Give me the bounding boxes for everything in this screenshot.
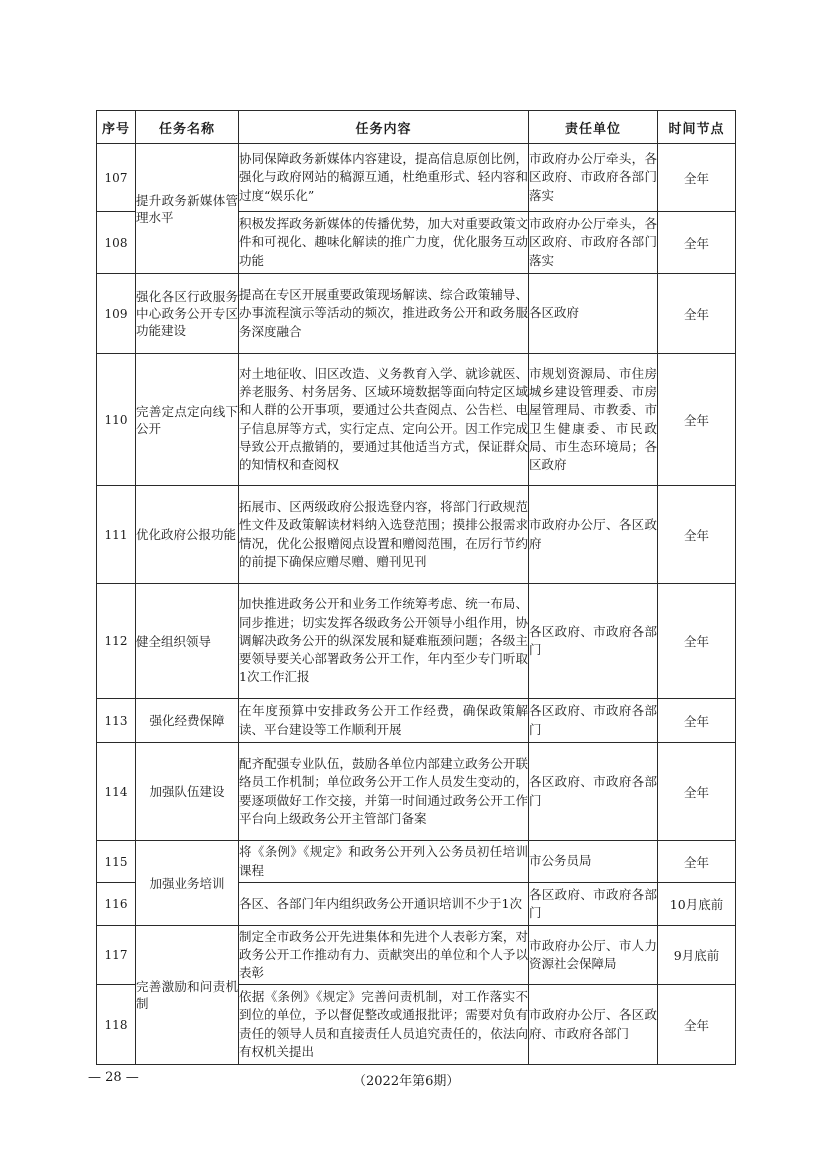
- row-task-content: 拓展市、区两级政府公报选登内容，将部门行政规范性文件及政策解读材料纳入选登范围；摸排公报需求情况，优化公报赠阅点设置和赠阅范围，在厉行节约的前提下确保应赠尽赠、赠刊见刊: [239, 486, 529, 584]
- row-task-name: 完善定点定向线下公开: [136, 354, 239, 486]
- row-time-node: 全年: [658, 985, 736, 1065]
- row-serial: 112: [97, 584, 136, 699]
- row-serial: 116: [97, 883, 136, 926]
- row-task-name: 优化政府公报功能: [136, 486, 239, 584]
- row-responsible-unit: 各区政府、市政府各部门: [529, 883, 658, 926]
- row-responsible-unit: 各区政府、市政府各部门: [529, 584, 658, 699]
- table-row: [97, 699, 736, 743]
- row-time-node: 9月底前: [658, 926, 736, 985]
- row-task-content: 加快推进政务公开和业务工作统筹考虑、统一布局、同步推进；切实发挥各级政务公开领导小组作用，协调解决政务公开的纵深发展和疑难瓶颈问题；各级主要领导要关心部署政务公开工作，年内至少专门听取1次工作汇报: [239, 584, 529, 699]
- row-time-node: 全年: [658, 841, 736, 883]
- row-time-node: 全年: [658, 486, 736, 584]
- row-task-content: 对土地征收、旧区改造、义务教育入学、就诊就医、养老服务、村务居务、区域环境数据等面向特定区域和人群的公开事项，要通过公共查阅点、公告栏、电子信息屏等方式，实行定点、定向公开。因工作完成导致公开点撤销的，要通过其他适当方式，保证群众的知情权和查阅权: [239, 354, 529, 486]
- row-responsible-unit: 各区政府: [529, 274, 658, 354]
- row-responsible-unit: 市政府办公厅、各区政府、市政府各部门: [529, 985, 658, 1065]
- row-time-node: 全年: [658, 144, 736, 212]
- row-responsible-unit: 市政府办公厅、各区政府: [529, 486, 658, 584]
- row-serial: 108: [97, 212, 136, 274]
- row-task-content: 将《条例》《规定》和政务公开列入公务员初任培训课程: [239, 841, 529, 883]
- row-task-name: 强化各区行政服务中心政务公开专区功能建设: [136, 274, 239, 354]
- row-time-node: 全年: [658, 699, 736, 743]
- page-number: — 28 —: [88, 1070, 139, 1085]
- row-serial: 115: [97, 841, 136, 883]
- row-responsible-unit: 市政府办公厅牵头，各区政府、市政府各部门落实: [529, 212, 658, 274]
- task-table: [96, 110, 736, 1065]
- table-row: [97, 274, 736, 354]
- row-time-node: 10月底前: [658, 883, 736, 926]
- issue-label: （2022年第6期）: [353, 1074, 460, 1089]
- row-responsible-unit: 各区政府、市政府各部门: [529, 699, 658, 743]
- table-row: [97, 486, 736, 584]
- row-task-name: 健全组织领导: [136, 584, 239, 699]
- header-time-node: 时间节点: [658, 111, 736, 144]
- table-header-row: [97, 111, 736, 144]
- row-responsible-unit: 市公务员局: [529, 841, 658, 883]
- header-serial: 序号: [97, 111, 136, 144]
- row-task-name: 强化经费保障: [136, 699, 239, 743]
- row-serial: 113: [97, 699, 136, 743]
- row-time-node: 全年: [658, 212, 736, 274]
- row-responsible-unit: 各区政府、市政府各部门: [529, 743, 658, 841]
- row-task-name: 加强队伍建设: [136, 743, 239, 841]
- row-serial: 109: [97, 274, 136, 354]
- row-task-content: 制定全市政务公开先进集体和先进个人表彰方案，对政务公开工作推动有力、贡献突出的单位和个人予以表彰: [239, 926, 529, 985]
- row-task-name: 完善激励和问责机制: [136, 926, 239, 1065]
- row-serial: 117: [97, 926, 136, 985]
- row-time-node: 全年: [658, 584, 736, 699]
- table-row: [97, 584, 736, 699]
- row-task-content: 协同保障政务新媒体内容建设，提高信息原创比例，强化与政府网站的稿源互通，杜绝重形式、轻内容和过度“娱乐化”: [239, 144, 529, 212]
- header-task-content: 任务内容: [239, 111, 529, 144]
- row-task-content: 依据《条例》《规定》完善问责机制，对工作落实不到位的单位，予以督促整改或通报批评；需要对负有责任的领导人员和直接责任人员追究责任的，依法向有权机关提出: [239, 985, 529, 1065]
- row-time-node: 全年: [658, 743, 736, 841]
- row-task-content: 配齐配强专业队伍，鼓励各单位内部建立政务公开联络员工作机制；单位政务公开工作人员发生变动的，要逐项做好工作交接，并第一时间通过政务公开工作平台向上级政务公开主管部门备案: [239, 743, 529, 841]
- table-row: [97, 926, 736, 985]
- table-row: [97, 743, 736, 841]
- header-responsible-unit: 责任单位: [529, 111, 658, 144]
- row-time-node: 全年: [658, 354, 736, 486]
- row-responsible-unit: 市规划资源局、市住房城乡建设管理委、市房屋管理局、市教委、市卫生健康委、市民政局、市生态环境局；各区政府: [529, 354, 658, 486]
- row-serial: 107: [97, 144, 136, 212]
- row-task-name: 加强业务培训: [136, 841, 239, 926]
- table-row: [97, 144, 736, 212]
- table-row: [97, 841, 736, 883]
- row-serial: 118: [97, 985, 136, 1065]
- row-task-content: 提高在专区开展重要政策现场解读、综合政策辅导、办事流程演示等活动的频次，推进政务公开和政务服务深度融合: [239, 274, 529, 354]
- row-serial: 111: [97, 486, 136, 584]
- row-serial: 110: [97, 354, 136, 486]
- row-task-content: 积极发挥政务新媒体的传播优势，加大对重要政策文件和可视化、趣味化解读的推广力度，优化服务互动功能: [239, 212, 529, 274]
- row-responsible-unit: 市政府办公厅牵头，各区政府、市政府各部门落实: [529, 144, 658, 212]
- header-task-name: 任务名称: [136, 111, 239, 144]
- row-responsible-unit: 市政府办公厅、市人力资源社会保障局: [529, 926, 658, 985]
- row-time-node: 全年: [658, 274, 736, 354]
- row-task-content: 在年度预算中安排政务公开工作经费，确保政策解读、平台建设等工作顺利开展: [239, 699, 529, 743]
- row-task-name: 提升政务新媒体管理水平: [136, 144, 239, 274]
- row-task-content: 各区、各部门年内组织政务公开通识培训不少于1次: [239, 883, 529, 926]
- row-serial: 114: [97, 743, 136, 841]
- table-row: [97, 354, 736, 486]
